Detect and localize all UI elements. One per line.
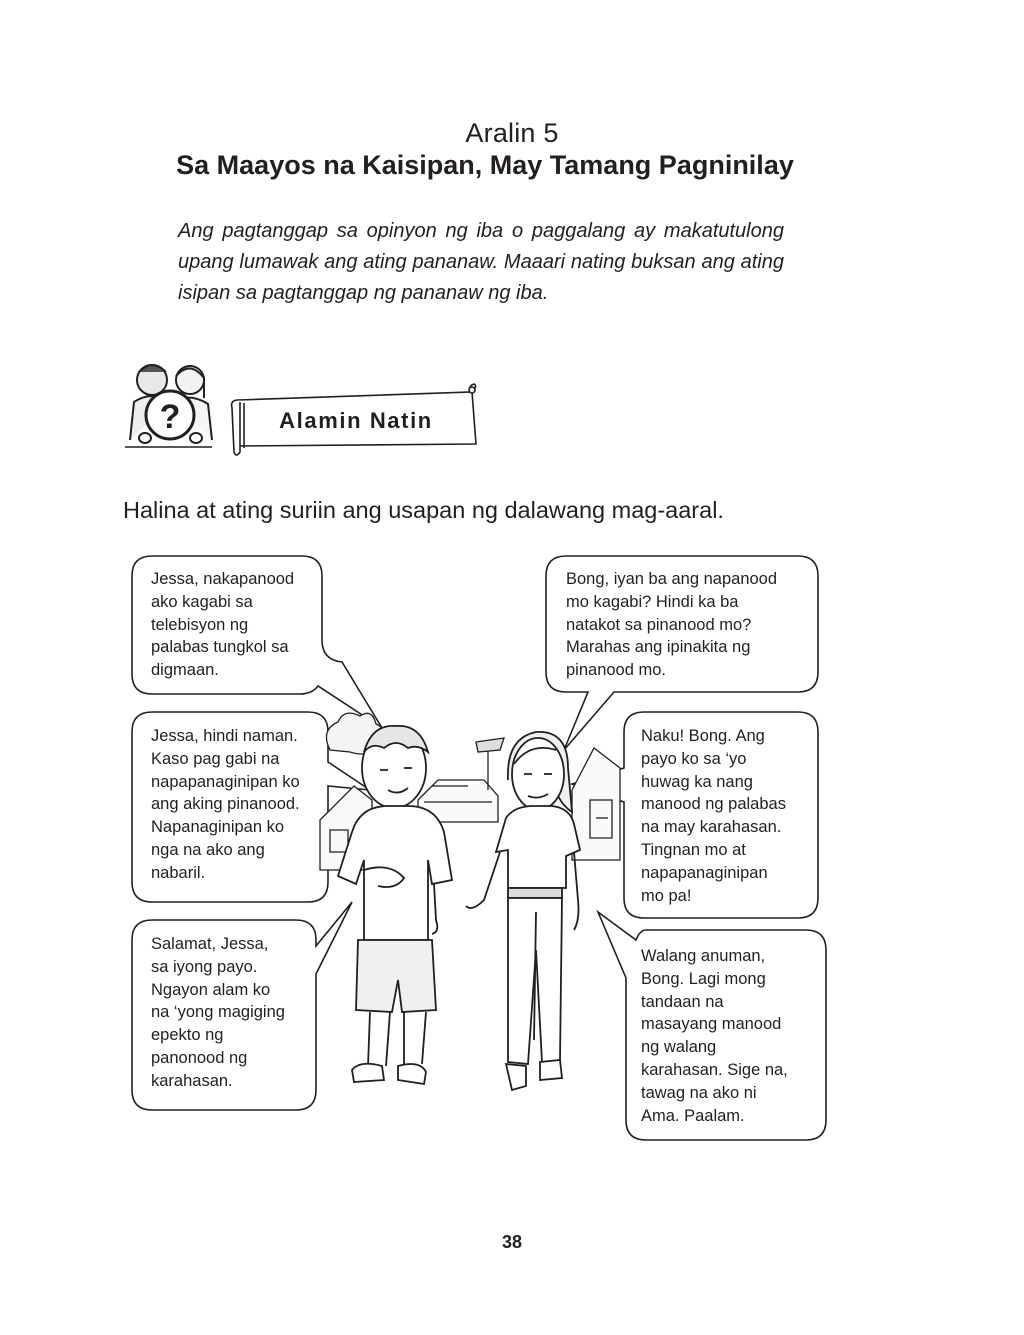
dialogue-bong-3: Salamat, Jessa, sa iyong payo. Ngayon alam ko na ‘yong magiging epekto ng panonood ng karahasan. [151, 935, 285, 1090]
lesson-intro: Ang pagtanggap sa opinyon ng iba o paggalang ay makatutulong upang lumawak ang ating pananaw. Maaari nating buksan ang ating isipan sa pagtanggap ng pananaw ng iba. [178, 220, 784, 304]
dialogue-jessa-1: Bong, iyan ba ang napanood mo kagabi? Hindi ka ba natakot sa pinanood mo? Marahas ang ipinakita ng pinanood mo. [566, 570, 778, 680]
dialogue-jessa-2: Naku! Bong. Ang payo ko sa ‘yo huwag ka nang manood ng palabas na may karahasan. Tingnan mo at napapanaginipan mo pa! [641, 727, 786, 905]
lesson-title: Sa Maayos na Kaisipan, May Tamang Pagninilay [176, 150, 794, 180]
section-title: Alamin Natin [279, 408, 433, 433]
dialogue-bong-2: Jessa, hindi naman. Kaso pag gabi na napapanaginipan ko ang aking pinanood. Napanaginipan ko nga na ako ang nabaril. [151, 727, 300, 882]
page-number: 38 [501, 1232, 523, 1252]
dialogue-jessa-3: Walang anuman, Bong. Lagi mong tandaan na masayang manood ng walang karahasan. Sige na, tawag na ako ni Ama. Paalam. [641, 947, 788, 1125]
question-mark-glyph: ? [159, 398, 181, 436]
lesson-number: Aralin 5 [465, 118, 559, 148]
activity-prompt: Halina at ating suriin ang usapan ng dalawang mag-aaral. [123, 497, 724, 523]
dialogue-bong-1: Jessa, nakapanood ako kagabi sa telebisyon ng palabas tungkol sa digmaan. [151, 570, 295, 680]
